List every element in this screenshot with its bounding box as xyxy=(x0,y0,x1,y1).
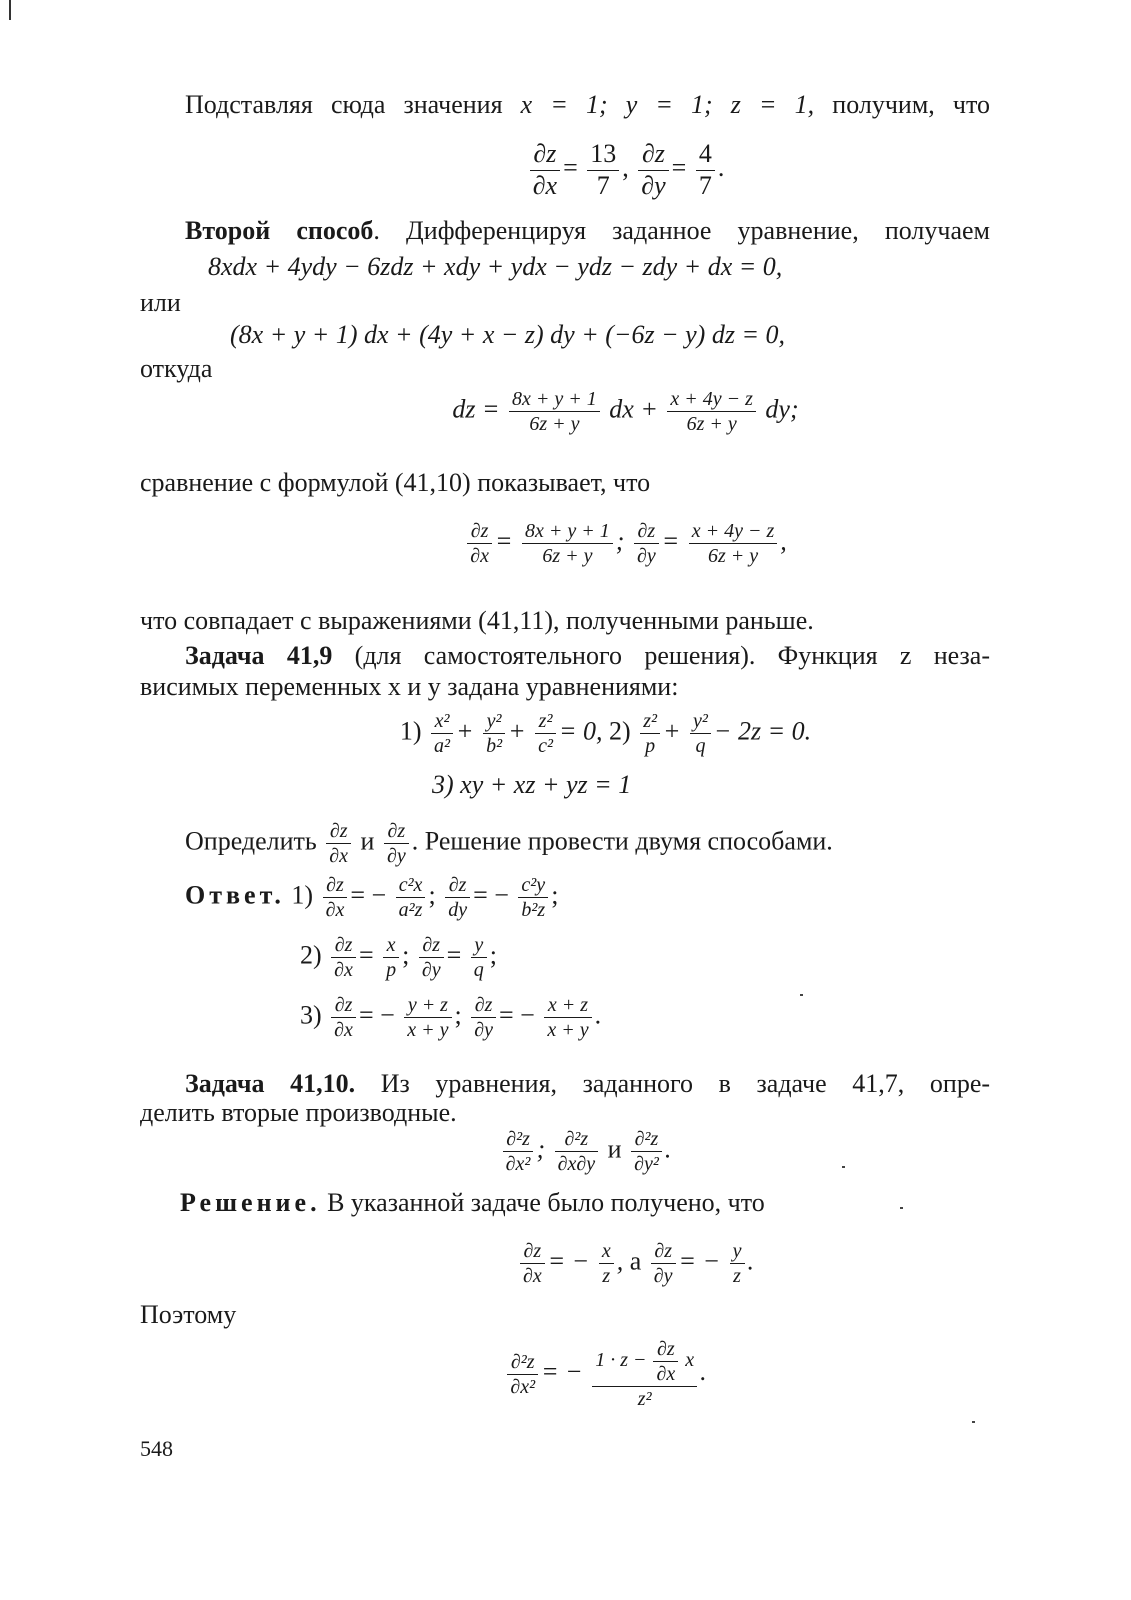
paragraph-comparison: сравнение с формулой (41,10) показывает, что xyxy=(140,468,651,497)
answer-row-2: 2) $\frac{\partial z}{\partial x}$ = $\frac{x}{p}$ ; $\frac{\partial z}{\partial y}$ = $\frac{y}{q}$ ; xyxy=(300,934,498,981)
equation-second-partial-xx: $\frac{\text{∂²z}}{\text{∂x²}}$ = − 1 · z − $\frac{\partial z}{\partial x}$ x z² . xyxy=(0,1338,1131,1410)
scan-artifact xyxy=(9,0,11,20)
task-41-9-line2: висимых переменных x и y задана уравнениями: xyxy=(140,672,679,701)
solution-label: Решение. xyxy=(180,1188,321,1217)
paragraph-coincides: что совпадает с выражениями (41,11), полученными раньше. xyxy=(140,606,814,635)
task-title: Задача 41,10. xyxy=(185,1069,356,1098)
equation-grouped: (8x + y + 1) dx + (4y + x − z) dy + (−6z − y) dz = 0, xyxy=(230,320,785,349)
task-41-9-line1: Задача 41,9 (для самостоятельного решения). Функция z неза- xyxy=(185,641,990,670)
word-whence: откуда xyxy=(140,354,213,383)
word-or: или xyxy=(140,288,181,317)
answer-row-1: Ответ. 1) $\frac{\partial z}{\partial x}$ = − $\frac{\text{c²x}}{\text{a²z}}$ ; $\frac{\partial z}{dy}$ = − $\frac{\text{c²y}}{\text{b²z}}$ ; xyxy=(185,874,559,921)
answer-label: Ответ. xyxy=(185,880,285,910)
word-therefore: Поэтому xyxy=(140,1300,237,1329)
equation-task-41-9-3: 3) xy + xz + yz = 1 xyxy=(432,770,632,799)
equation-dz: dz = $\frac{8x + y + 1}{6z + y}$ dx + $\frac{x + 4y - z}{6z + y}$ dy; xyxy=(452,388,799,435)
paragraph-second-method: Второй способ. Дифференцируя заданное уравнение, получаем xyxy=(185,216,990,245)
scan-speck xyxy=(800,994,803,996)
task-41-10-line2: делить вторые производные. xyxy=(140,1098,457,1127)
task-41-10-line1: Задача 41,10. Из уравнения, заданного в задаче 41,7, опре- xyxy=(185,1069,991,1098)
equation-partials-general: $\frac{\partial z}{\partial x}$ = $\frac{8x + y + 1}{6z + y}$ ; $\frac{\partial z}{\partial y}$ = $\frac{x + 4y - z}{6z + y}$ , xyxy=(0,520,1131,567)
answer-row-3: 3) $\frac{\partial z}{\partial x}$ = − $\frac{y + z}{x + y}$ ; $\frac{\partial z}{\partial y}$ = − $\frac{x + z}{x + y}$ . xyxy=(300,994,602,1041)
paragraph-substitution: Подставляя сюда значения x = 1; y = 1; z = 1, получим, что xyxy=(185,90,990,119)
page-number: 548 xyxy=(140,1436,173,1461)
equation-result-partials: $\frac{\partial z}{\partial x}$ = $\frac{13}{7}$ , $\frac{\partial z}{\partial y}$ = $\frac{4}{7}$ . xyxy=(0,140,1131,200)
scan-speck xyxy=(900,1207,903,1209)
equation-first-partials: $\frac{\partial z}{\partial x}$ = − $\frac{x}{z}$ , а $\frac{\partial z}{\partial y}$ = − $\frac{y}{z}$ . xyxy=(0,1240,1131,1287)
equation-second-derivatives: $\frac{\text{∂²z}}{\text{∂x²}}$ ; $\frac{\text{∂²z}}{\partial x\partial y}$ и $\frac{\text{∂²z}}{\text{∂y²}}$ . xyxy=(0,1128,1131,1175)
equation-differential: 8xdx + 4ydy − 6zdz + xdy + ydx − ydz − zdy + dx = 0, xyxy=(208,252,783,281)
equations-task-41-9: 1) $\frac{\text{x²}}{\text{a²}}$ + $\frac{\text{y²}}{\text{b²}}$ + $\frac{\text{z²}}{\text{c²}}$ = 0, 2) $\frac{\text{z²}}{p}$ + $\frac{\text{y²}}{q}$ − 2z = 0. xyxy=(399,710,812,757)
paragraph-solution: Решение. В указанной задаче было получено, что xyxy=(180,1188,765,1217)
section-title: Второй способ xyxy=(185,216,374,245)
task-title: Задача 41,9 xyxy=(185,641,333,670)
scan-speck xyxy=(972,1421,975,1423)
paragraph-determine: Определить $\frac{\partial z}{\partial x}$ и $\frac{\partial z}{\partial y}$ . Решение провести двумя способами. xyxy=(185,820,833,867)
